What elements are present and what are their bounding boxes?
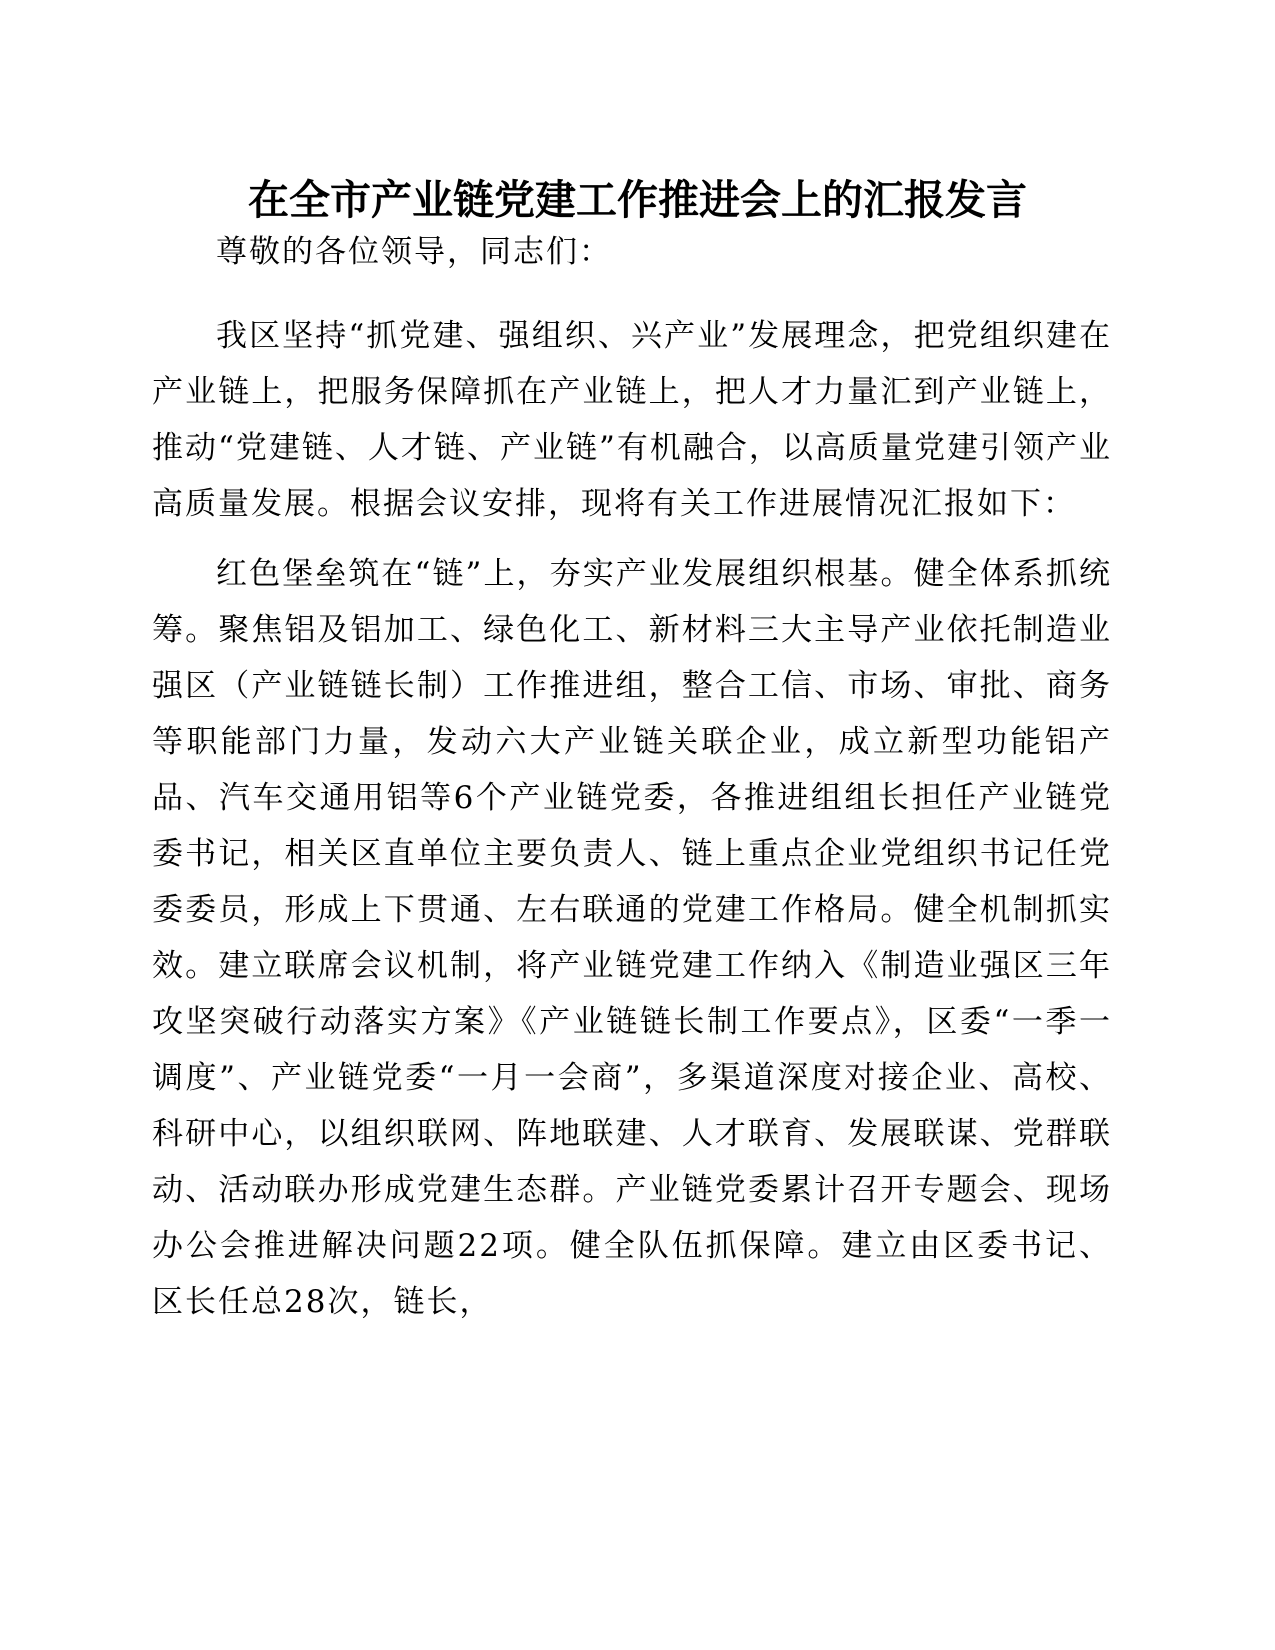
document-title: 在全市产业链党建工作推进会上的汇报发言 [248,176,1027,224]
paragraph-section-1: 红色堡垒筑在“链”上，夯实产业发展组织根基。健全体系抓统筹。聚焦铝及铝加工、绿色化工、新材料三大主导产业依托制造业强区（产业链链长制）工作推进组，整合工信、市场、审批、商务等职能部门力量，发动六大产业链关联企业，成立新型功能铝产品、汽车交通用铝等6个产业链党委，各推进组组长担任产业链党委书记，相关区直单位主要负责人、链上重点企业党组织书记任党委委员，形成上下贯通、左右联通的党建工作格局。健全机制抓实效。建立联席会议机制，将产业链党建工作纳入《制造业强区三年攻坚突破行动落实方案》《产业链链长制工作要点》，区委“一季一调度”、产业链党委“一月一会商”，多渠道深度对接企业、高校、科研中心，以组织联网、阵地联建、人才联育、发展联谋、党群联动、活动联办形成党建生态群。产业链党委累计召开专题会、现场办公会推进解决问题22项。健全队伍抓保障。建立由区委书记、区长任总28次，链长， [152,556,1112,1320]
paragraph-intro: 我区坚持“抓党建、强组织、兴产业”发展理念，把党组织建在产业链上，把服务保障抓在产业链上，把人才力量汇到产业链上，推动“党建链、人才链、产业链”有机融合，以高质量党建引领产业高质量发展。根据会议安排，现将有关工作进展情况汇报如下： [152,318,1112,522]
salutation: 尊敬的各位领导，同志们： [216,234,612,270]
document-body [152,308,1112,1330]
